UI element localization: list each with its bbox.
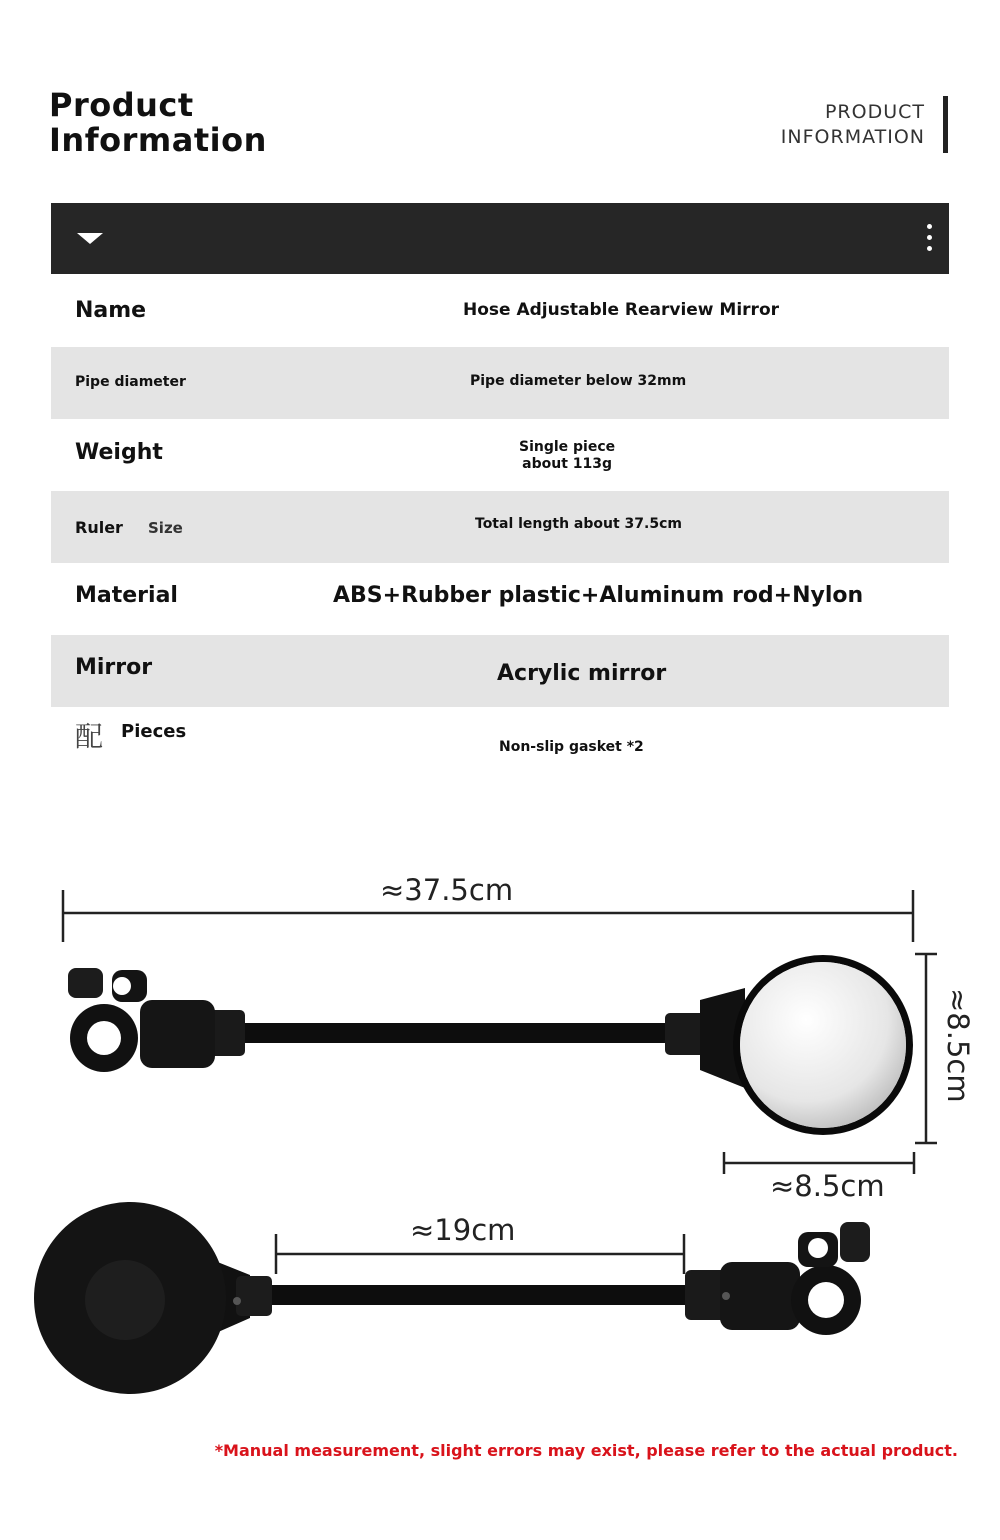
row-label: Pieces [121, 721, 187, 742]
row-value: Pipe diameter below 32mm [470, 373, 687, 389]
row-label: Weight [75, 440, 163, 465]
row-label: Pipe diameter [75, 374, 186, 390]
row-label: Material [75, 583, 178, 608]
disclaimer-note: *Manual measurement, slight errors may exist, please refer to the actual product. [214, 1441, 958, 1460]
row-value: Total length about 37.5cm [475, 516, 682, 532]
row-value: Hose Adjustable Rearview Mirror [463, 300, 780, 320]
row-label-extra: Size [148, 519, 183, 537]
rod-length-label: ≈19cm [410, 1213, 516, 1247]
mirror-width-label: ≈8.5cm [770, 1169, 885, 1203]
mirror-height-dimension [915, 954, 937, 1143]
row-label-prefix: 配 [75, 720, 104, 753]
total-length-label: ≈37.5cm [380, 873, 514, 907]
badge-line-2: INFORMATION [780, 126, 925, 148]
row-label: Mirror [75, 655, 153, 680]
weight-line-1: Single piece [519, 439, 616, 455]
row-value: Acrylic mirror [497, 661, 667, 686]
mirror-front-view [68, 955, 913, 1135]
title-line-1: Product [49, 86, 194, 124]
row-label: Name [75, 298, 147, 323]
row-value: ABS+Rubber plastic+Aluminum rod+Nylon [333, 583, 864, 608]
title-line-2: Information [49, 121, 267, 159]
row-label: Ruler [75, 518, 123, 537]
badge-line-1: PRODUCT [824, 101, 925, 123]
mirror-height-label: ≈8.5cm [941, 988, 975, 1103]
row-value: Non-slip gasket *2 [499, 739, 644, 755]
weight-line-2: about 113g [522, 456, 613, 472]
